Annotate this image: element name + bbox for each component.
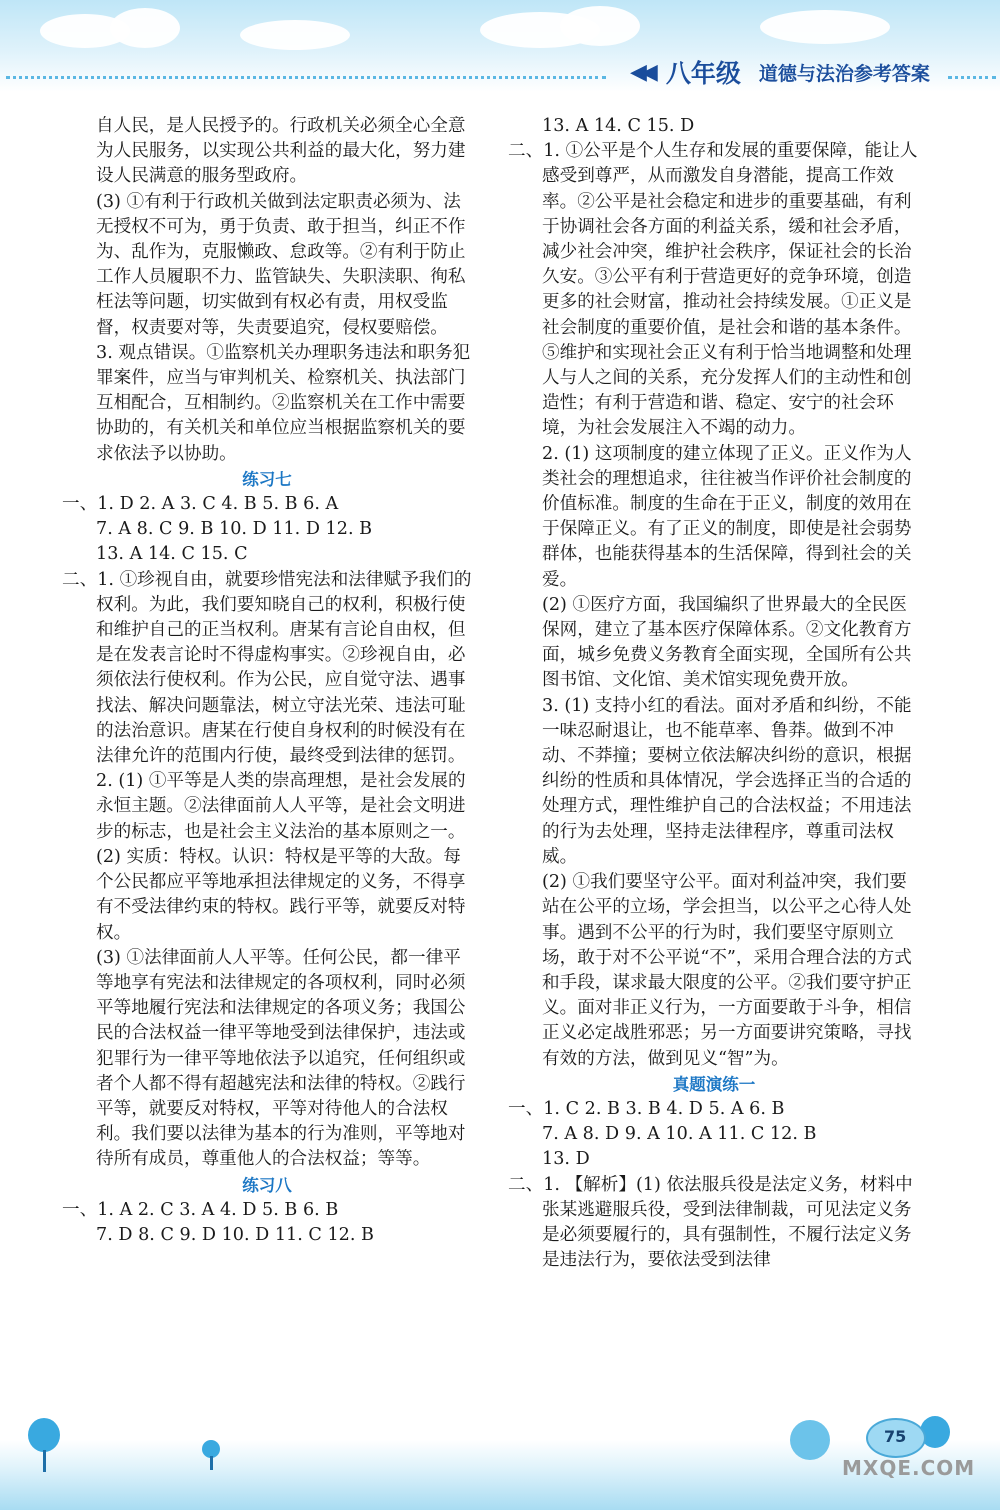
cloud-decoration <box>760 10 890 44</box>
answer-line: 一、1. A 2. C 3. A 4. D 5. B 6. B <box>62 1199 339 1220</box>
cloud-decoration <box>110 8 180 48</box>
tree-trunk <box>210 1456 213 1470</box>
page-number: 75 <box>884 1427 907 1446</box>
paragraph: 二、1. 【解析】(1) 依法服兵役是法定义务，材料中张某逃避服兵役，受到法律制裁，可见法定义务是必须要履行的，具有强制性，不履行法定义务是违法行为，要依法受到法律 <box>508 1174 913 1271</box>
tree-icon <box>28 1418 60 1452</box>
paragraph: 2. (1) 这项制度的建立体现了正义。正义作为人类社会的理想追求，往往被当作评价社会制度的价值标准。制度的生命在于正义，制度的效用在于保障正义。有了正义的制度，即使是社会弱势群体，也能获得基本的生活保障，得到社会的关爱。 <box>542 443 912 590</box>
cloud-decoration <box>240 20 350 50</box>
tree-icon <box>790 1420 830 1460</box>
section-heading: 真题演练一 <box>672 1074 756 1094</box>
section-heading: 练习八 <box>242 1175 292 1195</box>
running-header <box>630 55 930 89</box>
tree-trunk <box>43 1450 46 1472</box>
left-column <box>62 114 472 1248</box>
answer-line: 13. D <box>542 1149 590 1170</box>
paragraph: 自人民，是人民授予的。行政机关必须全心全意为人民服务，以实现公共利益的最大化，努力建设人民满意的服务型政府。 <box>96 116 466 187</box>
answer-line: 13. A 14. C 15. D <box>542 116 695 136</box>
paragraph: 二、1. ①珍视自由，就要珍惜宪法和法律赋予我们的权利。为此，我们要知晓自己的权利，积极行使和维护自己的正当权利。唐某有言论自由权，但是在发表言论时不得虚构事实。②珍视自由，必须依法行使权利。作为公民，应自觉守法、遇事找法、解决问题靠法，树立守法光荣、违法可耻的法治意识。唐某在行使自身权利的时候没有在法律允许的范围内行使，最终受到法律的惩罚。 <box>62 569 472 767</box>
answer-line: 一、1. C 2. B 3. B 4. D 5. A 6. B <box>508 1098 785 1119</box>
answer-line: 一、1. D 2. A 3. C 4. B 5. B 6. A <box>62 494 339 515</box>
answer-line: 7. A 8. D 9. A 10. A 11. C 12. B <box>542 1124 817 1145</box>
cloud-decoration <box>560 6 640 46</box>
paragraph: (3) ①法律面前人人平等。任何公民，都一律平等地享有宪法和法律规定的各项权利，同时必须平等地履行宪法和法律规定的各项义务；我国公民的合法权益一律平等地受到法律保护，违法或犯罪行为一律平等地依法予以追究，任何组织或者个人都不得有超越宪法和法律的特权。②践行平等，就要反对特权，平等对待他人的合法权利。我们要以法律为基本的行为准则，平等地对待所有成员，尊重他人的合法权益；等等。 <box>96 947 466 1170</box>
section-heading: 练习七 <box>242 469 292 489</box>
header-dotted-rule <box>948 76 996 79</box>
paragraph: (2) ①我们要坚守公平。面对利益冲突，我们要站在公平的立场，学会担当，以公平之心待人处事。遇到不公平的行为时，我们要坚守原则立场，敢于对不公平说“不”，采用合理合法的方式和手段，谋求最大限度的公平。②我们要守护正义。面对非正义行为，一方面要敢于斗争，相信正义必定战胜邪恶；另一方面要讲究策略，寻找有效的方法，做到见义“智”为。 <box>542 872 912 1069</box>
subject-label: 道德与法治参考答案 <box>758 62 930 85</box>
header-dotted-rule <box>6 76 606 79</box>
right-column <box>508 114 920 1273</box>
answer-line: 7. D 8. C 9. D 10. D 11. C 12. B <box>96 1224 374 1245</box>
paragraph: 3. 观点错误。①监察机关办理职务违法和职务犯罪案件，应当与审判机关、检察机关、执法部门互相配合，互相制约。②监察机关在工作中需要协助的，有关机关和单位应当根据监察机关的要求依法予以协助。 <box>96 342 471 464</box>
paragraph: 2. (1) ①平等是人类的崇高理想，是社会发展的永恒主题。②法律面前人人平等，是社会文明进步的标志，也是社会主义法治的基本原则之一。 <box>96 771 466 842</box>
double-arrow-icon: ◀◀ <box>630 59 652 85</box>
answer-line: 13. A 14. C 15. C <box>96 544 248 565</box>
paragraph: 3. (1) 支持小红的看法。面对矛盾和纠纷，不能一味忍耐退让，也不能草率、鲁莽。做到不冲动、不莽撞；要树立依法解决纠纷的意识，根据纠纷的性质和具体情况，学会选择正当的合适的处理方式，理性维护自己的合法权益；不用违法的行为去处理，坚持走法律程序，尊重司法权威。 <box>542 695 912 867</box>
paragraph: 二、1. ①公平是个人生存和发展的重要保障，能让人感受到尊严，从而激发自身潜能，提高工作效率。②公平是社会稳定和进步的重要基础，有利于协调社会各方面的利益关系，缓和社会矛盾，减少社会冲突，维护社会秩序，保证社会的长治久安。③公平有利于营造更好的竞争环境，创造更多的社会财富，推动社会持续发展。①正义是社会制度的重要价值，是社会和谐的基本条件。⑤维护和实现社会正义有利于恰当地调整和处理人与人之间的关系，充分发挥人们的主动性和创造性；有利于营造和谐、稳定、安宁的社会环境，为社会发展注入不竭的动力。 <box>508 141 918 439</box>
paragraph: (2) 实质：特权。认识：特权是平等的大敌。每个公民都应平等地承担法律规定的义务，不得享有不受法律约束的特权。践行平等，就要反对特权。 <box>96 846 466 943</box>
answer-line: 7. A 8. C 9. B 10. D 11. D 12. B <box>96 519 373 540</box>
paragraph: (2) ①医疗方面，我国编织了世界最大的全民医保网，建立了基本医疗保障体系。②文化教育方面，城乡免费义务教育全面实现，全国所有公共图书馆、文化馆、美术馆实现免费开放。 <box>542 594 912 691</box>
paragraph: (3) ①有利于行政机关做到法定职责必须为、法无授权不可为，勇于负责、敢于担当，纠正不作为、乱作为，克服懒政、怠政等。②有利于防止工作人员履职不力、监管缺失、失职渎职、徇私枉法等问题，切实做到有权必有责，用权受监督，权责要对等，失责要追究，侵权要赔偿。 <box>96 191 466 338</box>
grade-label: 八年级 <box>665 59 741 88</box>
watermark-text: MXQE.COM <box>842 1456 976 1480</box>
